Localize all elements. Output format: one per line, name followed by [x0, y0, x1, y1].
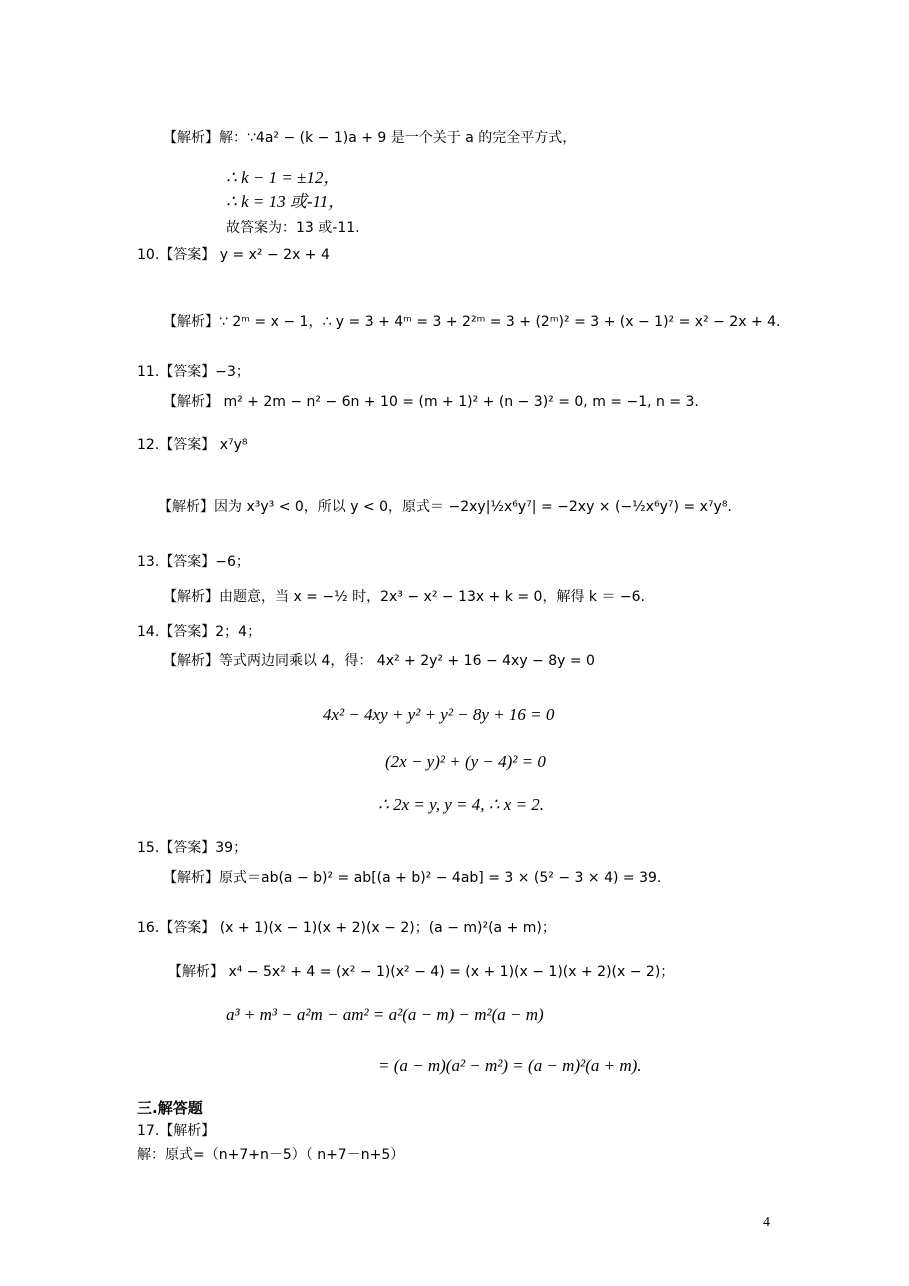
line-15: 4x² − 4xy + y² + y² − 8y + 16 = 0	[323, 705, 555, 724]
line-23: = (a − m)(a² − m²) = (a − m)²(a + m).	[378, 1056, 642, 1075]
line-25: 17.【解析】	[137, 1123, 216, 1139]
line-17: ∴ 2x = y, y = 4, ∴ x = 2.	[378, 795, 545, 814]
line-4: 故答案为：13 或-11.	[226, 220, 360, 236]
line-8: 【解析】 m² + 2m − n² − 6n + 10 = (m + 1)² + (n − 3)² = 0, m = −1, n = 3.	[163, 394, 699, 410]
line-7: 11.【答案】−3；	[137, 364, 250, 380]
line-11: 13.【答案】−6；	[137, 554, 250, 570]
line-2: ∴ k − 1 = ±12，	[226, 168, 341, 187]
line-1: 【解析】解：∵4a² − (k − 1)a + 9 是一个关于 a 的完全平方式，	[163, 130, 577, 146]
line-19: 【解析】原式＝ab(a − b)² = ab[(a + b)² − 4ab] = 3 × (5² − 3 × 4) = 39.	[163, 870, 662, 886]
line-14: 【解析】等式两边同乘以 4，得： 4x² + 2y² + 16 − 4xy − 8y = 0	[163, 653, 595, 669]
line-21: 【解析】 x⁴ − 5x² + 4 = (x² − 1)(x² − 4) = (x + 1)(x − 1)(x + 2)(x − 2)；	[168, 964, 675, 980]
line-16: (2x − y)² + (y − 4)² = 0	[385, 752, 546, 771]
page-number: 4	[763, 1215, 770, 1230]
line-12: 【解析】由题意，当 x = −½ 时，2x³ − x² − 13x + k = 0，解得 k ＝ −6.	[163, 589, 646, 605]
line-9: 12.【答案】 x⁷y⁸	[137, 437, 248, 453]
line-3: ∴ k = 13 或-11，	[226, 192, 346, 211]
line-26: 解：原式=（n+7+n－5）（ n+7－n+5）	[137, 1147, 405, 1163]
line-5: 10.【答案】 y = x² − 2x + 4	[137, 247, 330, 263]
line-18: 15.【答案】39；	[137, 840, 248, 856]
line-6: 【解析】∵ 2ᵐ = x − 1，∴ y = 3 + 4ᵐ = 3 + 2²ᵐ = 3 + (2ᵐ)² = 3 + (x − 1)² = x² − 2x + 4.	[163, 314, 781, 330]
line-10: 【解析】因为 x³y³ < 0，所以 y < 0，原式＝ −2xy|½x⁶y⁷| = −2xy × (−½x⁶y⁷) = x⁷y⁸.	[158, 499, 732, 515]
section-heading: 三.解答题	[137, 1099, 203, 1117]
line-22: a³ + m³ − a²m − am² = a²(a − m) − m²(a − m)	[226, 1005, 544, 1024]
line-13: 14.【答案】2；4；	[137, 624, 262, 640]
line-20: 16.【答案】 (x + 1)(x − 1)(x + 2)(x − 2)；(a − m)²(a + m)；	[137, 920, 556, 936]
